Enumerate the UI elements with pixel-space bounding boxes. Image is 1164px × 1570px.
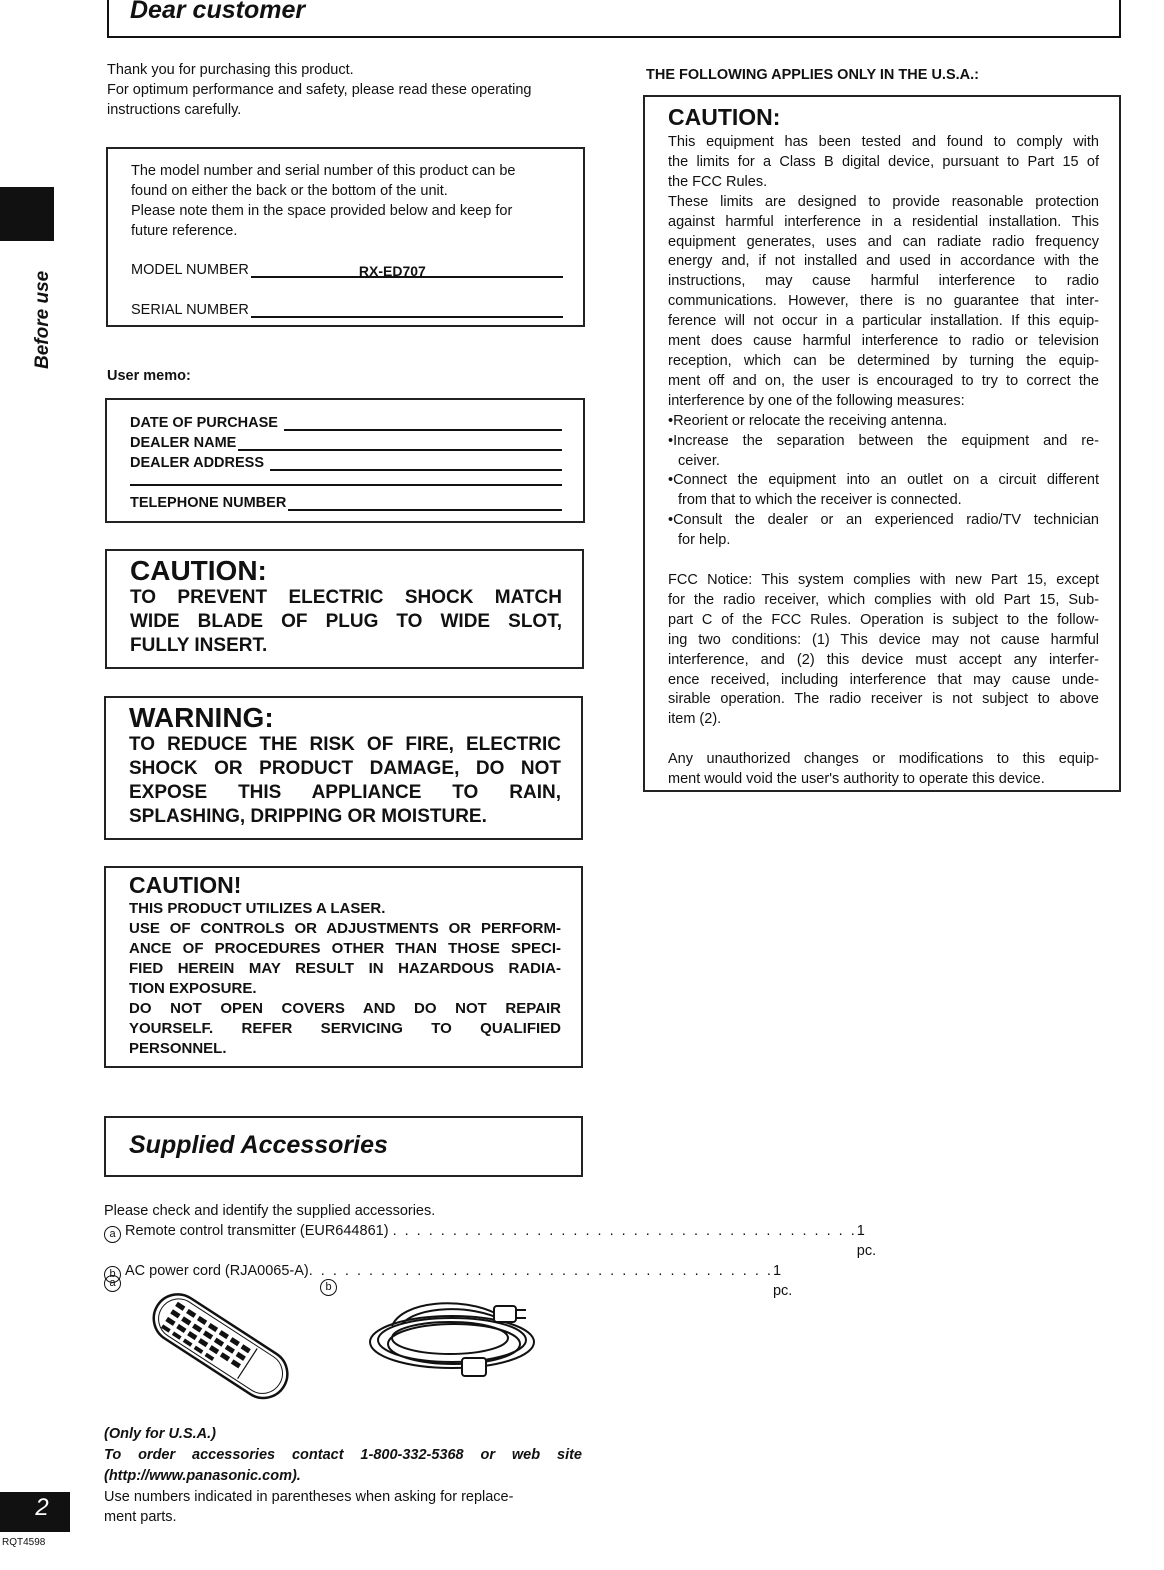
intro-text: Thank you for purchasing this product. For optimum performance and safety, please read these operating instructions carefully.	[107, 62, 532, 118]
ac-power-cord-icon	[362, 1296, 544, 1382]
accessories-title: Supplied Accessories	[129, 1131, 388, 1159]
fcc-caution-box: CAUTION: This equipment has been tested and found to comply with the limits for a Class B digital device, pursuant to Part 15 of the FCC Rules. These limits are designed to provide reasonable protection against harmful interference in a residential installation. This equipment generates, uses and can radiate radio frequency energy and, if not installed and used in accordance with the instructions, may cause harmful interference to radio communications. However, there is no guarantee that inter- ference will not occur in a particular installation. If this equip- ment does cause harmful interference to radio or television reception, which can be determined by turning the equip- ment off and on, the user is encouraged to try to correct the interference by one of the following measures: •Reorient or relocate the receiving antenna. •Increase the separation between the equipment and re- ceiver. •Connect the equipment into an outlet on a circuit different from that to which the receiver is connected. •Consult the dealer or an experienced radio/TV technician for help. FCC Notice: This system complies with new Part 15, except for the radio receiver, which complies with old Part 15, Sub- part C of the FCC Rules. Operation is subject to the follow- ing two conditions: (1) This device may not cause harmful interference, and (2) this device must accept any interfer- ence received, including interference that may cause unde- sirable operation. The radio receiver is not subject to above item (2). Any unauthorized changes or modifications to this equip- ment would void the user's authority to operate this device.	[643, 95, 1121, 792]
model-number-line	[251, 262, 563, 278]
illustration-b-marker-icon: b	[320, 1279, 337, 1296]
model-number-value: RX-ED707	[358, 263, 426, 279]
warning-box: WARNING: TO REDUCE THE RISK OF FIRE, ELECTRIC SHOCK OR PRODUCT DAMAGE, DO NOT EXPOSE THIS APPLIANCE TO RAIN, SPLASHING, DRIPPING OR MOISTURE.	[104, 696, 583, 840]
user-memo-box	[105, 398, 585, 523]
accessory-item-a: a Remote control transmitter (EUR644861) . . . . . . . . . . . . . . . . . . . . . . . . . . . . . . . . . . . . . . . 1 pc.	[104, 1221, 582, 1261]
warning-heading: WARNING:	[129, 702, 274, 733]
model-number-row	[131, 258, 563, 278]
page-number: 2	[35, 1494, 49, 1521]
accessory-item-b: b AC power cord (RJA0065-A) . . . . . . . . . . . . . . . . . . . . . . . . . . . . . . . . . . . . . . . 1 pc.	[104, 1261, 582, 1301]
dealer-name-row: DEALER NAME	[130, 431, 562, 451]
caution-plug-box: CAUTION: TO PREVENT ELECTRIC SHOCK MATCH WIDE BLADE OF PLUG TO WIDE SLOT, FULLY INSERT.	[105, 549, 584, 669]
accessories-title-box	[104, 1116, 583, 1177]
marker-a-icon: a	[104, 1226, 121, 1243]
model-number-label: MODEL NUMBER	[131, 262, 249, 278]
accessories-list: Please check and identify the supplied accessories. a Remote control transmitter (EUR644861) . . . . . . . . . . . . . . . . . . . . . . . . . . . . . . . . . . . . . . . 1 pc. b AC power cord (RJA0065-A) . . . . . . . . . . . . . . . . . . . . . . . . . . . . . . . . . . . . . . . 1 pc.	[104, 1203, 877, 1299]
telephone-number-row: TELEPHONE NUMBER	[130, 491, 562, 511]
serial-number-label: SERIAL NUMBER	[131, 302, 249, 318]
usa-section-heading: THE FOLLOWING APPLIES ONLY IN THE U.S.A.:	[646, 67, 979, 83]
caution-laser-heading: CAUTION!	[129, 872, 242, 898]
serial-number-line	[251, 302, 563, 318]
fcc-caution-heading: CAUTION:	[668, 104, 781, 130]
serial-number-row	[131, 298, 563, 318]
caution-laser-box: CAUTION! THIS PRODUCT UTILIZES A LASER. USE OF CONTROLS OR ADJUSTMENTS OR PERFORM- ANCE OF PROCEDURES OTHER THAN THOSE SPECI- FIED HEREIN MAY RESULT IN HAZARDOUS RADIA- TION EXPOSURE. DO NOT OPEN COVERS AND DO NOT REPAIR YOURSELF. REFER SERVICING TO QUALIFIED PERSONNEL.	[104, 866, 583, 1068]
user-memo-heading: User memo:	[107, 368, 191, 384]
marker-b-icon: b	[104, 1266, 121, 1283]
date-of-purchase-row: DATE OF PURCHASE	[130, 411, 562, 431]
remote-control-icon	[140, 1282, 300, 1412]
illustration-a-marker-icon: a	[104, 1275, 121, 1292]
caution-plug-heading: CAUTION:	[130, 555, 267, 586]
serial-number-box: The model number and serial number of this product can be found on either the back or the bottom of the unit. Please note them in the space provided below and keep for future reference. MODEL NUMBER RX-ED707 SERIAL NUMBER	[106, 147, 585, 327]
side-tab-label: Before use	[32, 270, 53, 369]
dealer-address-line-2	[130, 484, 562, 486]
order-info: (Only for U.S.A.) To order accessories contact 1-800-332-5368 or web site (http://www.panasonic.com). Use numbers indicated in parentheses when asking for replace- ment parts.	[104, 1426, 582, 1525]
page-title: Dear customer	[130, 0, 306, 24]
dealer-address-row: DEALER ADDRESS	[130, 451, 562, 471]
document-code: RQT4598	[2, 1537, 46, 1548]
side-tab-marker	[0, 187, 54, 241]
